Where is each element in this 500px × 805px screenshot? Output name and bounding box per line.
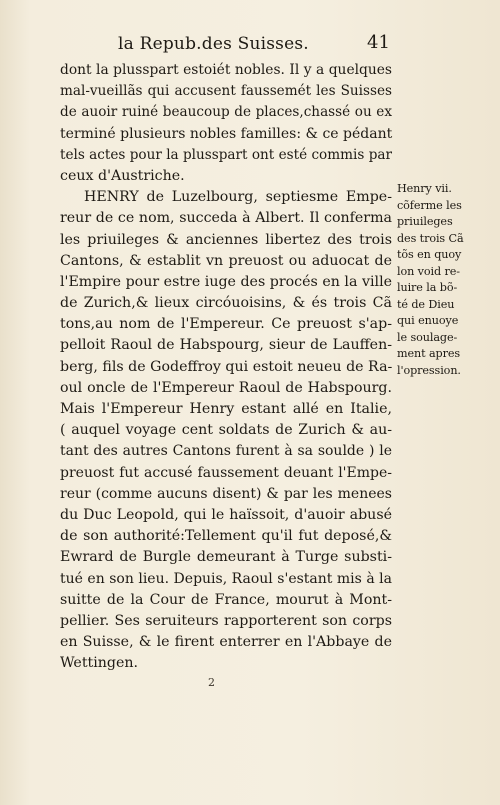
margin-note-line: Henry vii.: [397, 182, 452, 195]
margin-note-line: le soulage-: [397, 330, 458, 344]
signature-mark: 2: [208, 676, 215, 689]
text-line: de Zurich,& lieux circóuoisins, & és trois Cã: [60, 295, 392, 312]
text-line: de son authorité:Tellement qu'il fut deposé,&: [60, 528, 392, 545]
text-line: en Suisse, & le firent enterrer en l'Abbaye de: [60, 634, 392, 651]
margin-note-line: tõs en quoy: [397, 248, 462, 261]
margin-note-line: priuileges: [397, 215, 453, 228]
margin-note-line: des trois Cã: [397, 231, 464, 245]
margin-note-line: lon void re-: [397, 264, 460, 278]
text-line: reur (comme aucuns disent) & par les menees: [60, 485, 392, 502]
page-number: 41: [367, 32, 390, 53]
text-line: les priuileges & anciennes libertez des trois: [60, 231, 392, 248]
text-line: tons,au nom de l'Empereur. Ce preuost s'ap-: [60, 316, 392, 333]
paragraph-start-line: HENRY de Luzelbourg, septiesme Empe-: [84, 189, 392, 206]
margin-note: [397, 181, 477, 379]
text-line: tué en son lieu. Depuis, Raoul s'estant mis à la: [60, 570, 392, 587]
text-line: berg, fils de Godeffroy qui estoit neueu de Ra-: [60, 358, 393, 375]
text-line: du Duc Leopold, qui le haïssoit, d'auoir abusé: [60, 506, 392, 523]
body-text: [60, 60, 392, 674]
text-line: pelloit Raoul de Habspourg, sieur de Lauffen-: [60, 337, 392, 354]
margin-note-line: cõferme les: [397, 198, 462, 212]
text-line: pellier. Ses seruiteurs rapporterent son corps: [60, 612, 392, 629]
text-line: reur de ce nom, succeda à Albert. Il conferma: [60, 210, 392, 227]
text-line: tels actes pour la plusspart ont esté commis par: [60, 146, 392, 163]
margin-note-line: qui enuoye: [397, 314, 459, 327]
running-title: la Repub.des Suisses.: [118, 34, 309, 54]
text-line: Wettingen.: [60, 655, 139, 672]
text-line: ceux d'Austriche.: [60, 167, 185, 184]
text-line: tant des autres Cantons furent à sa soulde ) le: [60, 443, 392, 460]
margin-note-line: té de Dieu: [397, 297, 455, 311]
text-line: l'Empire pour estre iuge des procés en la ville: [60, 273, 392, 290]
text-line: oul oncle de l'Empereur Raoul de Habspourg.: [60, 379, 392, 396]
text-line: de auoir ruiné beaucoup de places,chassé ou ex: [60, 104, 392, 121]
text-line: Mais l'Empereur Henry estant allé en Italie,: [60, 401, 392, 417]
margin-note-line: l'opression.: [397, 363, 461, 377]
text-line: dont la plusspart estoiét nobles. Il y a quelques: [60, 62, 392, 78]
text-line: mal-vueillãs qui accusent faussemét les Suisses: [60, 83, 392, 100]
page-header: [0, 34, 500, 60]
text-line: Ewrard de Burgle demeurant à Turge substi-: [60, 549, 392, 566]
text-line: ( auquel voyage cent soldats de Zurich & au-: [60, 422, 392, 439]
text-line: suitte de la Cour de France, mourut à Mont-: [60, 591, 392, 608]
margin-note-line: ment apres: [397, 347, 461, 360]
text-line: terminé plusieurs nobles familles: & ce pédant: [60, 125, 393, 142]
text-line: preuost fut accusé faussement deuant l'Empe-: [60, 464, 392, 481]
text-line: Cantons, & establit vn preuost ou aduocat de: [60, 252, 392, 269]
margin-note-line: luire la bõ-: [397, 281, 458, 294]
